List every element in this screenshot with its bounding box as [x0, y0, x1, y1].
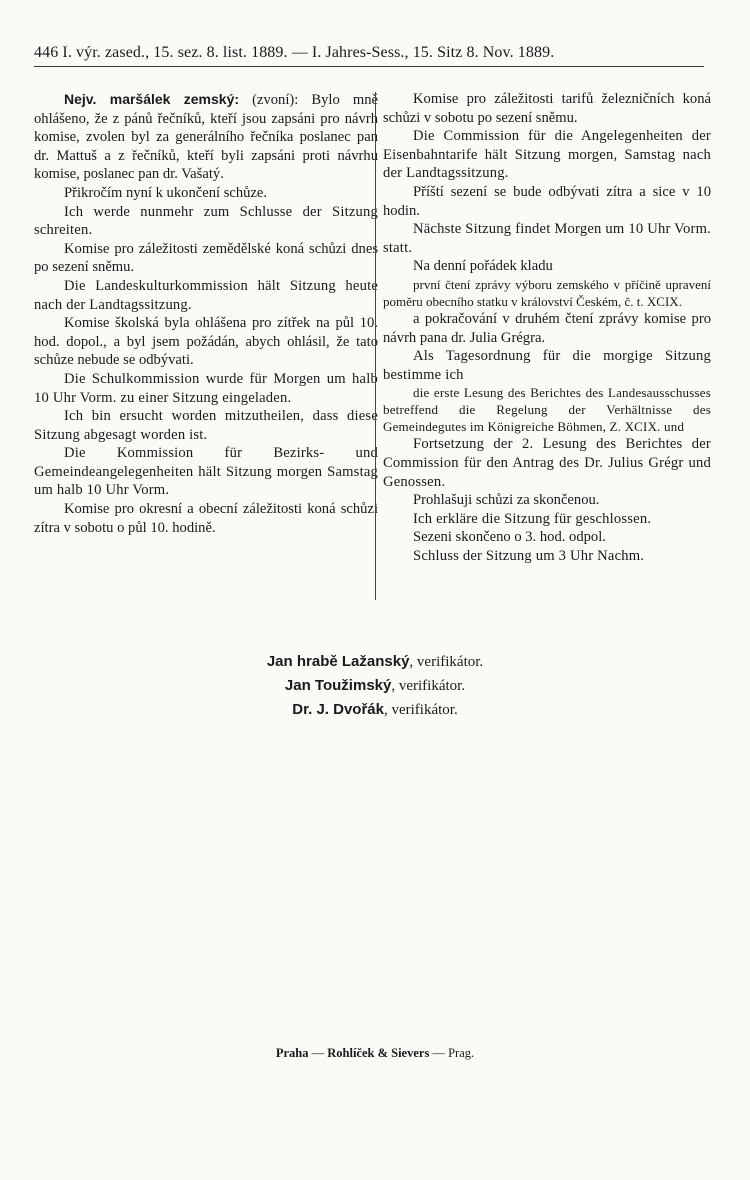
verifier-signatures [0, 650, 750, 722]
paragraph: Die Landeskulturkommission hält Sitzung heute nach der Landtagssitzung. [34, 277, 378, 313]
paragraph: Komise pro záležitosti zemědělské koná schůzi dnes po sezení sněmu. [34, 240, 378, 276]
footer-city-de: Prag. [448, 1046, 475, 1060]
paragraph: Die Kommission für Bezirks- und Gemeindeangelegenheiten hält Sitzung morgen Samstag um halb 10 Uhr Vorm. [34, 445, 378, 499]
speaker-name: Nejv. maršálek zemský: [64, 91, 240, 107]
paragraph: Ich werde nunmehr zum Schlusse der Sitzung schreiten. [34, 203, 378, 239]
paragraph: Nejv. maršálek zemský: (zvoní): Bylo mně ohlášeno, že z pánů řečníků, kteří jsou zapsáni pro návrh komise, zvolen byl za generálního řečníka poslanec pan dr. Mattuš a z řečníků, kteří byli zapsáni proti návrhu komise, poslanec pan dr. Vašatý. [34, 91, 378, 183]
paragraph: die erste Lesung des Berichtes des Landesausschusses betreffend die Regelung der Verhältnisse des Gemeindegutes im Königreiche Böhmen, Z. XCIX. und [383, 385, 711, 435]
paragraph: Komise pro záležitosti tarifů železničních koná schůzi v sobotu po sezení sněmu. [383, 91, 711, 126]
paragraph: Ich bin ersucht worden mitzutheilen, dass diese Sitzung abgesagt worden ist. [34, 408, 378, 443]
paragraph: Fortsetzung der 2. Lesung des Berichtes der Commission für den Antrag des Dr. Julius Grégr und Genossen. [383, 436, 711, 490]
verifier-line: Jan hrabě Lažanský, verifikátor. [266, 653, 484, 670]
column-divider [375, 92, 376, 600]
paragraph: Schluss der Sitzung um 3 Uhr Nachm. [413, 547, 645, 564]
paragraph: první čtení zprávy výboru zemského v příčině upravení poměru obecního statku v království Českém, č. t. XCIX. [383, 276, 711, 309]
footer-city: Praha [275, 1046, 309, 1060]
footer-dash: — [432, 1046, 449, 1060]
paragraph: Příští sezení se bude odbývati zítra a sice v 10 hodin. [383, 183, 711, 219]
paragraph: Als Tagesordnung für die morgige Sitzung bestimme ich [383, 348, 711, 383]
paragraph: Na denní pořádek kladu [413, 258, 553, 275]
paragraph: Nächste Sitzung findet Morgen um 10 Uhr Vorm. statt. [383, 221, 711, 256]
paragraph: Prohlašuji schůzi za skončenou. [413, 492, 600, 509]
paragraph: Přikročím nyní k ukončení schůze. [64, 184, 268, 201]
page-header: 446 I. výr. zased., 15. sez. 8. list. 1889. — I. Jahres-Sess., 15. Sitz 8. Nov. 1889. [34, 44, 555, 61]
footer-dash: — [311, 1046, 328, 1060]
paragraph: Die Commission für die Angelegenheiten der Eisenbahntarife hält Sitzung morgen, Samstag nach der Landtagssitzung. [383, 128, 711, 182]
left-column [34, 90, 378, 537]
paragraph: Komise školská byla ohlášena pro zítřek na půl 10. hod. dopol., a byl jsem požádán, abych ohlásil, že tato schůze nebude se odbývati. [34, 315, 378, 369]
paragraph: Die Schulkommission wurde für Morgen um halb 10 Uhr Vorm. zu einer Sitzung eingeladen. [34, 370, 378, 406]
verifier-line: Dr. J. Dvořák, verifikátor. [292, 701, 458, 718]
paragraph: Ich erkläre die Sitzung für geschlossen. [413, 510, 652, 527]
footer-publisher: Rohlíček & Sievers [327, 1046, 430, 1060]
verifier-line: Jan Toužimský, verifikátor. [284, 677, 466, 694]
publisher-footer [0, 1046, 750, 1061]
paragraph: a pokračování v druhém čtení zprávy komise pro návrh pana dr. Julia Grégra. [383, 310, 711, 346]
paragraph: Sezeni skončeno o 3. hod. odpol. [413, 529, 606, 546]
paragraph: Komise pro okresní a obecní záležitosti koná schůzi zítra v sobotu o půl 10. hodině. [34, 501, 378, 536]
right-column [383, 90, 711, 565]
header-rule [34, 66, 704, 67]
